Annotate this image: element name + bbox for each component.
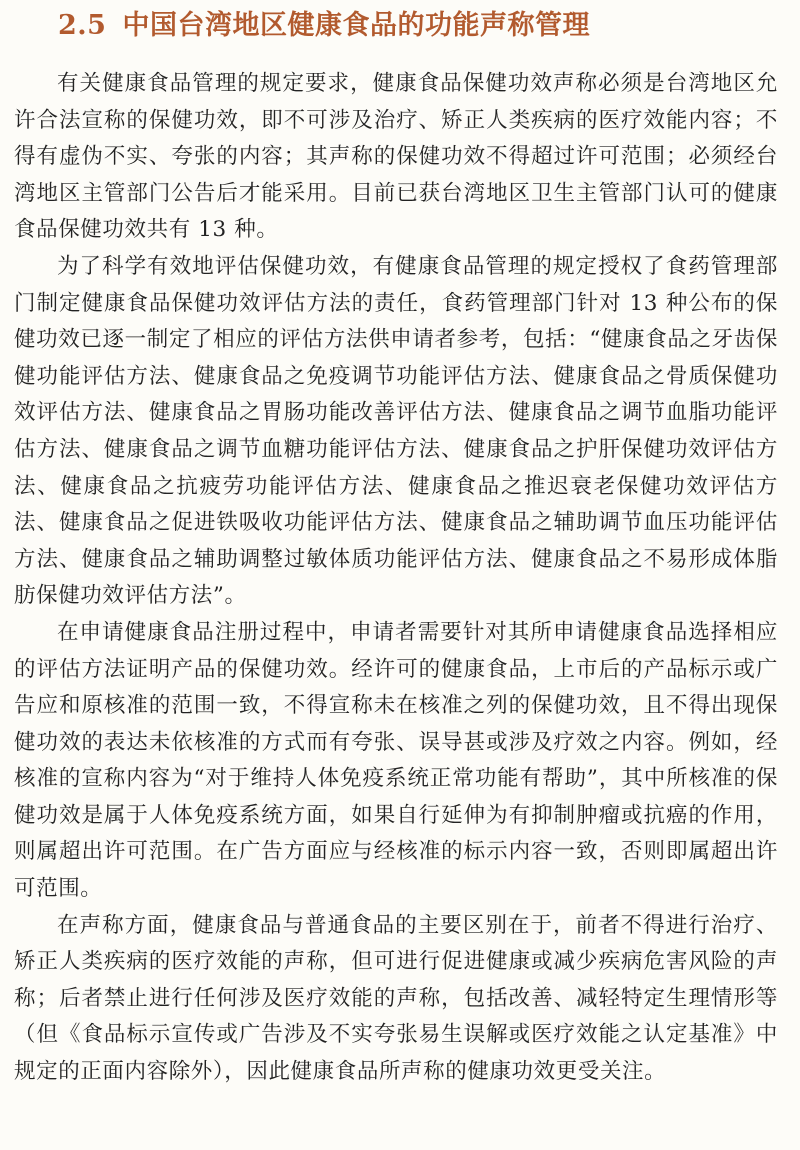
section-number: 2.5 [58, 10, 107, 41]
paragraph-registration-and-advertising: 在申请健康食品注册过程中，申请者需要针对其所申请健康食品选择相应的评估方法证明产品的保健功效。经许可的健康食品，上市后的产品标示或广告应和原核准的范围一致，不得宣称未在核准之列的保健功效，且不得出现保健功效的表达未依核准的方式而有夸张、误导甚或涉及疗效之内容。例如，经核准的宣称内容为“对于维持人体免疫系统正常功能有帮助”，其中所核准的保健功效是属于人体免疫系统方面，如果自行延伸为有抑制肿瘤或抗癌的作用，则属超出许可范围。在广告方面应与经核准的标示内容一致，否则即属超出许可范围。 [14, 619, 778, 902]
section-title: 中国台湾地区健康食品的功能声称管理 [122, 10, 590, 41]
section-heading [58, 6, 778, 46]
paragraph-health-claims-requirements: 有关健康食品管理的规定要求，健康食品保健功效声称必须是台湾地区允许合法宣称的保健功效，即不可涉及治疗、矫正人类疾病的医疗效能内容；不得有虚伪不实、夸张的内容；其声称的保健功效不得超过许可范围；必须经台湾地区主管部门公告后才能采用。目前已获台湾地区卫生主管部门认可的健康食品保健功效共有 13 种。 [14, 71, 778, 243]
paragraph-evaluation-methods: 为了科学有效地评估保健功效，有健康食品管理的规定授权了食药管理部门制定健康食品保健功效评估方法的责任，食药管理部门针对 13 种公布的保健功效已逐一制定了相应的评估方法供申请者参考，包括：“健康食品之牙齿保健功能评估方法、健康食品之免疫调节功能评估方法、健康食品之骨质保健功效评估方法、健康食品之胃肠功能改善评估方法、健康食品之调节血脂功能评估方法、健康食品之调节血糖功能评估方法、健康食品之护肝保健功效评估方法、健康食品之抗疲劳功能评估方法、健康食品之推迟衰老保健功效评估方法、健康食品之促进铁吸收功能评估方法、健康食品之辅助调节血压功能评估方法、健康食品之辅助调整过敏体质功能评估方法、健康食品之不易形成体脂肪保健功效评估方法”。 [14, 253, 778, 609]
paragraph-claim-differences: 在声称方面，健康食品与普通食品的主要区别在于，前者不得进行治疗、矫正人类疾病的医疗效能的声称，但可进行促进健康或减少疾病危害风险的声称；后者禁止进行任何涉及医疗效能的声称，包括改善、减轻特定生理情形等（但《食品标示宣传或广告涉及不实夸张易生误解或医疗效能之认定基准》中规定的正面内容除外），因此健康食品所声称的健康功效更受关注。 [14, 912, 778, 1085]
